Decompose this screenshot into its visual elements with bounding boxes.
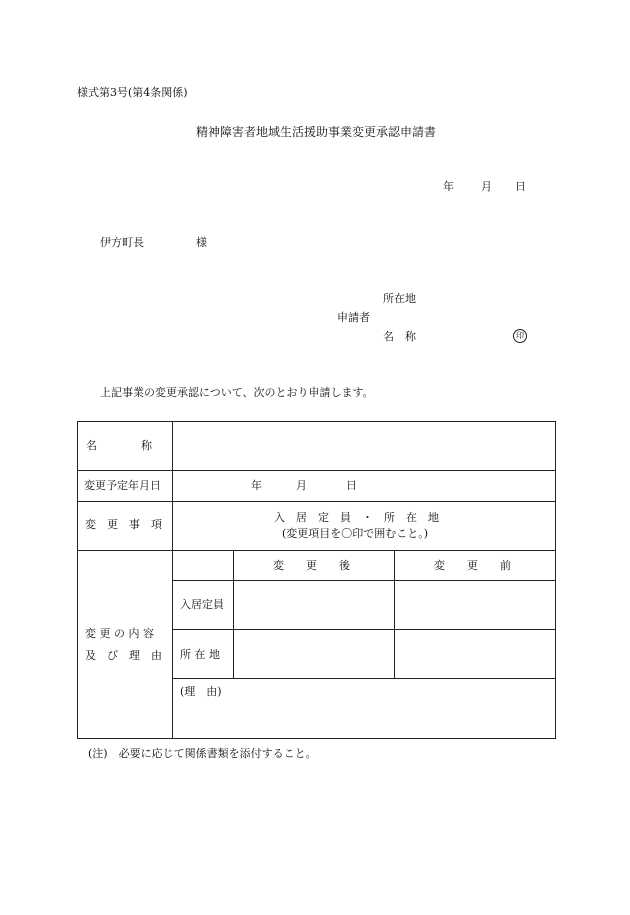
form-number: 様式第3号(第4条関係) — [77, 86, 188, 99]
content-label-line2: 及 び 理 由 — [85, 649, 162, 662]
subrow-divider-3 — [172, 678, 555, 679]
content-label-line1: 変 更 の 内 容 — [85, 627, 154, 640]
subrow-divider-2 — [172, 629, 555, 630]
change-items-note: (変更項目を〇印で囲むこと。) — [282, 527, 429, 540]
document-title: 精神障害者地域生活援助事業変更承認申請書 — [196, 125, 437, 139]
applicant-location-label: 所在地 — [383, 292, 416, 305]
after-change-header: 変 更 後 — [273, 559, 350, 572]
date-year-label: 年 — [443, 180, 454, 193]
date-day-label: 日 — [515, 180, 526, 193]
subcol-divider-2 — [394, 550, 395, 678]
seal-mark-icon: 印 — [513, 329, 527, 343]
scheduled-day-label: 日 — [346, 479, 357, 492]
subcol-divider-1 — [233, 550, 234, 678]
scheduled-month-label: 月 — [296, 479, 307, 492]
scheduled-date-label: 変更予定年月日 — [84, 479, 161, 492]
change-items: 入 居 定 員 ・ 所 在 地 — [274, 511, 439, 524]
applicant-name-label: 名 称 — [383, 330, 416, 343]
name-label: 名 称 — [86, 439, 152, 452]
application-table — [77, 421, 556, 739]
date-month-label: 月 — [481, 180, 492, 193]
intro-text: 上記事業の変更承認について、次のとおり申請します。 — [100, 386, 374, 399]
addressee-name: 伊方町長 — [100, 236, 144, 249]
reason-label: (理 由) — [180, 685, 222, 698]
capacity-label: 入居定員 — [180, 598, 224, 611]
row-divider-1 — [78, 470, 555, 471]
addressee-honorific: 様 — [196, 236, 207, 249]
location-label: 所 在 地 — [180, 648, 220, 661]
applicant-label: 申請者 — [337, 311, 370, 324]
footnote: (注) 必要に応じて関係書類を添付すること。 — [88, 747, 317, 760]
before-change-header: 変 更 前 — [434, 559, 511, 572]
subrow-divider-1 — [172, 580, 555, 581]
row-divider-2 — [78, 501, 555, 502]
change-item-label: 変 更 事 項 — [85, 518, 162, 531]
scheduled-year-label: 年 — [251, 479, 262, 492]
row-divider-3 — [78, 550, 555, 551]
